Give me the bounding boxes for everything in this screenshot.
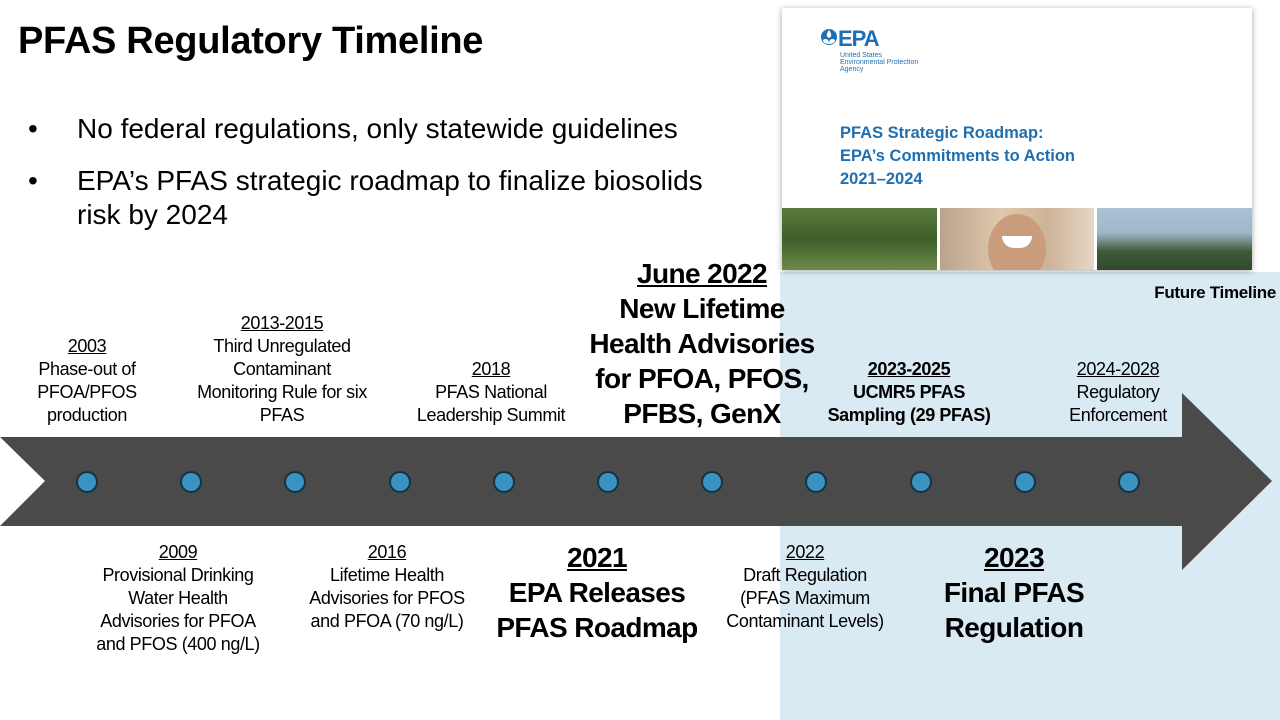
- timeline-event-2022: [726, 541, 884, 633]
- event-year: 2022: [785, 542, 825, 562]
- event-line: Advisories for PFOS: [309, 588, 465, 608]
- report-title-line: PFAS Strategic Roadmap:: [840, 124, 1044, 142]
- event-line: Leadership Summit: [416, 405, 566, 425]
- event-line: Water Health: [128, 588, 228, 608]
- epa-logo-text: EPA: [838, 26, 879, 51]
- timeline-event-2023-2025: [828, 358, 991, 427]
- event-line: UCMR5 PFAS: [852, 382, 966, 402]
- agency-line: Environmental Protection: [840, 59, 919, 66]
- bullet-text: No federal regulations, only statewide guidelines: [77, 113, 678, 144]
- event-year: 2023: [984, 542, 1044, 573]
- timeline-event-2024-2028: [1069, 358, 1167, 427]
- event-year: 2009: [158, 542, 198, 562]
- timeline-event-2003: [37, 335, 136, 427]
- event-line: Draft Regulation: [743, 565, 867, 585]
- agency-line: United States: [840, 52, 883, 59]
- timeline-event-2021: [496, 540, 697, 645]
- event-year: 2018: [471, 359, 511, 379]
- event-line: Regulatory: [1076, 382, 1160, 402]
- timeline-node: [1014, 471, 1036, 493]
- event-line: and PFOA (70 ng/L): [310, 611, 464, 631]
- event-line: Health Advisories: [589, 328, 815, 359]
- timeline-event-june-2022: [589, 256, 814, 431]
- event-year: 2024-2028: [1076, 359, 1160, 379]
- event-line: and PFOS (400 ng/L): [96, 634, 260, 654]
- event-line: Contaminant Levels): [726, 611, 884, 631]
- timeline-node: [76, 471, 98, 493]
- report-title-line: EPA’s Commitments to Action: [840, 147, 1075, 165]
- future-timeline-label: Future Timeline: [1154, 283, 1276, 302]
- event-year: 2016: [367, 542, 407, 562]
- slide-title: PFAS Regulatory Timeline: [18, 20, 484, 62]
- event-line: Final PFAS: [943, 577, 1085, 608]
- event-line: Lifetime Health: [329, 565, 445, 585]
- event-line: PFBS, GenX: [623, 398, 781, 429]
- bullet-icon: •: [28, 165, 38, 196]
- timeline-node: [389, 471, 411, 493]
- event-line: Provisional Drinking: [102, 565, 254, 585]
- timeline-event-2009: [96, 541, 260, 656]
- event-line: EPA Releases: [508, 577, 686, 608]
- event-line: PFAS Roadmap: [496, 612, 698, 643]
- timeline-event-2018: [417, 358, 565, 427]
- timeline-event-2023: [944, 540, 1084, 645]
- event-year: 2021: [567, 542, 627, 573]
- event-line: Advisories for PFOA: [100, 611, 256, 631]
- timeline-node: [1118, 471, 1140, 493]
- timeline-event-2016: [309, 541, 464, 633]
- event-line: PFOA/PFOS: [37, 382, 137, 402]
- timeline-event-2013-2015: [197, 312, 367, 427]
- bullet-text: EPA’s PFAS strategic roadmap to finalize biosolids risk by 2024: [77, 165, 703, 230]
- event-line: production: [46, 405, 128, 425]
- event-line: Sampling (29 PFAS): [827, 405, 991, 425]
- timeline-node: [493, 471, 515, 493]
- event-line: Third Unregulated: [213, 336, 351, 356]
- event-line: New Lifetime: [619, 293, 785, 324]
- agency-line: Agency: [840, 66, 864, 73]
- event-year: June 2022: [636, 258, 768, 289]
- event-line: PFAS: [259, 405, 305, 425]
- event-line: Phase-out of: [38, 359, 136, 379]
- event-line: Enforcement: [1069, 405, 1167, 425]
- event-year: 2023-2025: [867, 359, 951, 379]
- event-line: Monitoring Rule for six: [197, 382, 367, 402]
- event-line: Regulation: [944, 612, 1084, 643]
- event-year: 2003: [67, 336, 107, 356]
- timeline-node: [597, 471, 619, 493]
- timeline-node: [910, 471, 932, 493]
- event-line: PFAS National: [435, 382, 547, 402]
- report-title-line: 2021–2024: [840, 170, 923, 188]
- event-line: for PFOA, PFOS,: [595, 363, 809, 394]
- event-year: 2013-2015: [240, 313, 324, 333]
- event-line: (PFAS Maximum: [740, 588, 870, 608]
- bullet-icon: •: [28, 113, 38, 144]
- event-line: Contaminant: [233, 359, 331, 379]
